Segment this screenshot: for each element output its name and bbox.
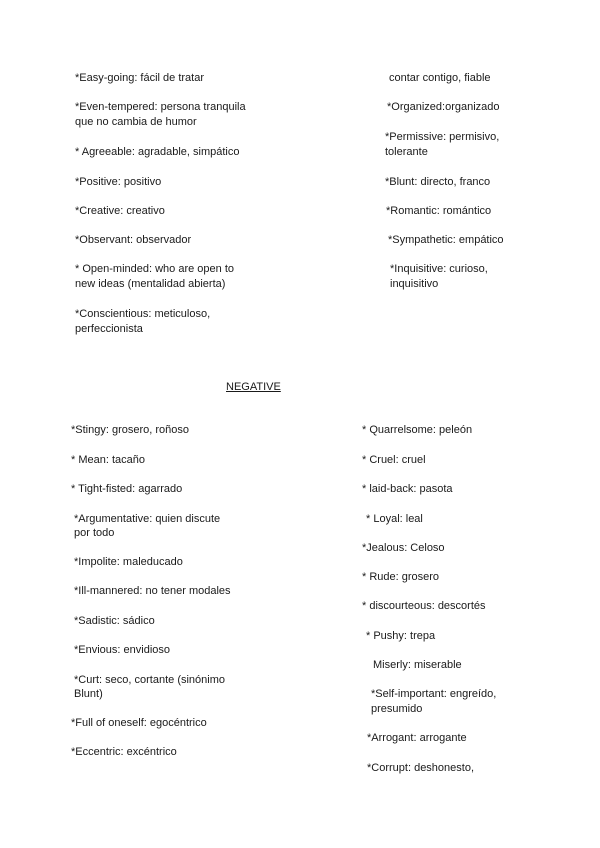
positive-term-4: *Positive: positivo [75, 176, 162, 188]
negative-term-9: *Curt: seco, cortante (sinónimo [74, 674, 226, 686]
negative-term-8: *Envious: envidioso [74, 644, 171, 656]
negative-term-5: *Impolite: maleducado [74, 556, 183, 568]
positive-right-7: *Inquisitive: curioso, [390, 263, 488, 275]
negative-right-6: * Rude: grosero [362, 571, 440, 583]
negative-right-10-cont: presumido [371, 703, 423, 715]
positive-term-2: *Even-tempered: persona tranquila [75, 101, 246, 113]
positive-right-6: *Sympathetic: empático [388, 234, 504, 246]
positive-right-5: *Romantic: romántico [386, 205, 492, 217]
negative-heading: NEGATIVE [226, 381, 281, 393]
negative-right-8: * Pushy: trepa [366, 630, 436, 642]
negative-term-10: *Full of oneself: egocéntrico [71, 717, 207, 729]
positive-right-3-cont: tolerante [385, 146, 428, 158]
negative-right-10: *Self-important: engreído, [371, 688, 497, 700]
positive-term-7-cont: new ideas (mentalidad abierta) [75, 278, 226, 290]
positive-term-8-cont: perfeccionista [75, 323, 143, 335]
negative-right-5: *Jealous: Celoso [362, 542, 445, 554]
positive-right-1: contar contigo, fiable [389, 72, 491, 84]
negative-right-9: Miserly: miserable [373, 659, 462, 671]
positive-term-3: * Agreeable: agradable, simpático [75, 146, 240, 158]
negative-term-4-cont: por todo [74, 527, 115, 539]
negative-right-2: * Cruel: cruel [362, 454, 426, 466]
positive-term-7: * Open-minded: who are open to [75, 263, 234, 275]
positive-term-2-cont: que no cambia de humor [75, 116, 197, 128]
negative-term-1: *Stingy: grosero, roñoso [71, 424, 190, 436]
negative-right-4: * Loyal: leal [366, 513, 423, 525]
negative-term-2: * Mean: tacaño [71, 454, 145, 466]
negative-right-3: * laid-back: pasota [362, 483, 453, 495]
positive-term-5: *Creative: creativo [75, 205, 165, 217]
negative-right-11: *Arrogant: arrogante [367, 732, 467, 744]
negative-term-3: * Tight-fisted: agarrado [71, 483, 183, 495]
negative-term-7: *Sadistic: sádico [74, 615, 155, 627]
negative-term-6: *Ill-mannered: no tener modales [74, 585, 231, 597]
negative-right-7: * discourteous: descortés [362, 600, 486, 612]
positive-term-6: *Observant: observador [75, 234, 192, 246]
negative-term-9-cont: Blunt) [74, 688, 103, 700]
negative-term-11: *Eccentric: excéntrico [71, 746, 177, 758]
positive-term-8: *Conscientious: meticuloso, [75, 308, 211, 320]
positive-right-7-cont: inquisitivo [390, 278, 439, 290]
negative-term-4: *Argumentative: quien discute [74, 513, 221, 525]
negative-right-12: *Corrupt: deshonesto, [367, 762, 475, 774]
positive-right-3: *Permissive: permisivo, [385, 131, 500, 143]
positive-right-2: *Organized:organizado [387, 101, 500, 113]
negative-right-1: * Quarrelsome: peleón [362, 424, 473, 436]
positive-right-4: *Blunt: directo, franco [385, 176, 491, 188]
positive-term-1: *Easy-going: fácil de tratar [75, 72, 205, 84]
